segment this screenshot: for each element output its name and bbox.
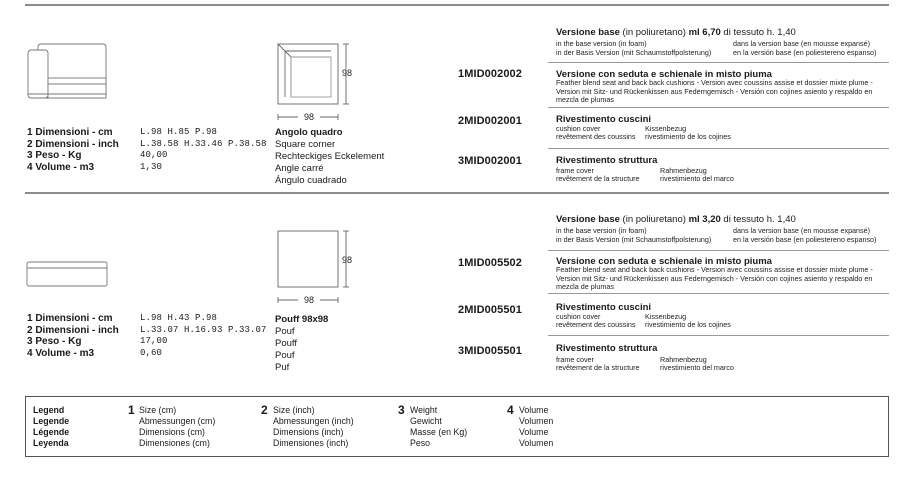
row-divider xyxy=(548,250,889,251)
spec-values xyxy=(140,127,267,173)
variant-note: Kissenbezug xyxy=(645,124,687,133)
variant-note: Rahmenbezug xyxy=(660,166,707,175)
variant-description: Feather blend seat and back back cushions - Version avec coussins assise et dossier mixte plume - Version mit Sitz- und Rückenkissen aus Federngemisch - Versión con cojines asiento y respaldo en mezcla de plumas xyxy=(556,78,873,105)
translation: Pouf xyxy=(275,326,295,337)
variant-note: en la versión base (en poliestereno espanso) xyxy=(733,48,877,57)
variant-note: rivestimiento del marco xyxy=(660,174,734,183)
variant-title: Rivestimento struttura xyxy=(556,155,658,166)
variant-note: frame cover xyxy=(556,166,594,175)
variant-title: Versione con seduta e schienale in misto piuma xyxy=(556,256,772,267)
spec-value: L.98 H.43 P.98 xyxy=(140,313,218,323)
variant-title: Rivestimento cuscini xyxy=(556,302,652,313)
depth-dimension: 98 xyxy=(342,255,353,265)
legend-label: Leyenda xyxy=(33,438,69,448)
spec-label: 4 Volume - m3 xyxy=(27,161,95,173)
spec-value: 1,30 xyxy=(140,161,163,172)
variant-title: Versione con seduta e schienale in misto piuma xyxy=(556,69,772,80)
row-divider xyxy=(548,293,889,294)
section-rule xyxy=(25,192,889,194)
variant-note: rivestimiento de los cojines xyxy=(645,132,731,141)
variant-note: in the base version (in foam) xyxy=(556,39,647,48)
article-code: 3MID005501 xyxy=(458,345,522,357)
variant-note: rivestimiento del marco xyxy=(660,363,734,372)
article-code: 2MID002001 xyxy=(458,115,522,127)
variant-note: revêtement des coussins xyxy=(556,320,636,329)
spec-value: L.38.58 H.33.46 P.38.58 xyxy=(140,138,267,149)
variant-note: dans la version base (en mousse expansé) xyxy=(733,226,871,235)
variant-title: Rivestimento cuscini xyxy=(556,114,652,125)
article-code: 3MID002001 xyxy=(458,155,522,167)
spec-label: 3 Peso - Kg xyxy=(27,336,82,347)
legend-item: Weight Gewicht Masse (en Kg) Peso xyxy=(410,405,468,448)
spec-value: L.33.07 H.16.93 P.33.07 xyxy=(140,324,267,335)
variant-note: revêtement des coussins xyxy=(556,132,636,141)
row-divider xyxy=(548,107,889,108)
variant-note: en la versión base (en poliestereno espanso) xyxy=(733,235,877,244)
legend-number: 1 xyxy=(128,403,135,417)
spec-label: 1 Dimensioni - cm xyxy=(27,313,113,324)
legend-box xyxy=(25,396,889,457)
spec-label: 4 Volume - m3 xyxy=(27,347,95,359)
legend-number: 2 xyxy=(261,403,268,417)
spec-value: 17,00 xyxy=(140,336,168,346)
legend-label: Legend xyxy=(33,405,65,415)
variant-title: Versione base (in poliuretano) ml 3,20 di tessuto h. 1,40 xyxy=(556,214,796,225)
width-dimension: 98 xyxy=(303,112,315,122)
variant-note: in der Basis Version (mit Schaumstoffpolsterung) xyxy=(556,235,712,244)
corner-top-view xyxy=(272,40,362,130)
article-code: 1MID005502 xyxy=(458,257,522,269)
width-dimension: 98 xyxy=(303,295,315,305)
pouf-top-view xyxy=(272,227,362,309)
legend-labels xyxy=(33,405,69,449)
product-title-block xyxy=(275,127,384,187)
translation: Ángulo cuadrado xyxy=(275,175,347,186)
row-divider xyxy=(548,335,889,336)
translation: Square corner xyxy=(275,139,336,150)
legend-number: 4 xyxy=(507,403,514,417)
spec-labels xyxy=(27,127,119,173)
translation: Rechteckiges Eckelement xyxy=(275,151,385,162)
legend-item: Size (cm) Abmessungen (cm) Dimensions (cm) Dimensiones (cm) xyxy=(139,405,216,448)
product-title: Pouff 98x98 xyxy=(275,314,329,325)
variant-note: frame cover xyxy=(556,355,594,364)
spec-label: 3 Peso - Kg xyxy=(27,150,82,161)
corner-front-sketch xyxy=(26,42,110,100)
legend-item: Volume Volumen Volume Volumen xyxy=(519,405,554,448)
variant-title: Versione base (in poliuretano) ml 6,70 di tessuto h. 1,40 xyxy=(556,27,796,38)
row-divider xyxy=(548,148,889,149)
variant-note: dans la version base (en mousse expansé) xyxy=(733,39,871,48)
variant-description: Feather blend seat and back back cushions - Version avec coussins assise et dossier mixte plume - Version mit Sitz- und Rückenkissen aus Federngemisch - Versión con cojines asiento y respaldo en mezcla de plumas xyxy=(556,265,873,292)
spec-label: 2 Dimensioni - inch xyxy=(27,324,119,336)
variant-note: in der Basis Version (mit Schaumstoffpolsterung) xyxy=(556,48,712,57)
spec-labels xyxy=(27,313,119,359)
translation: Pouf xyxy=(275,350,295,361)
variant-note: cushion cover xyxy=(556,124,601,133)
variant-note: revêtement de la structure xyxy=(556,363,640,372)
article-code: 2MID005501 xyxy=(458,304,522,316)
translation: Pouff xyxy=(275,338,298,349)
pouf-front-sketch xyxy=(26,260,110,288)
legend-label: Légende xyxy=(33,427,70,437)
legend-label: Legende xyxy=(33,416,70,426)
variant-title: Rivestimento struttura xyxy=(556,343,658,354)
spec-value: L.98 H.85 P.98 xyxy=(140,127,218,137)
translation: Puf xyxy=(275,362,290,373)
top-rule xyxy=(25,4,889,6)
product-title: Angolo quadro xyxy=(275,127,343,138)
variant-note: revêtement de la structure xyxy=(556,174,640,183)
spec-value: 0,60 xyxy=(140,347,163,358)
variant-note: in the base version (in foam) xyxy=(556,226,647,235)
spec-values xyxy=(140,313,267,359)
variant-note: cushion cover xyxy=(556,312,601,321)
spec-value: 40,00 xyxy=(140,150,168,160)
spec-label: 2 Dimensioni - inch xyxy=(27,138,119,150)
translation: Angle carré xyxy=(275,163,324,174)
variant-note: Rahmenbezug xyxy=(660,355,707,364)
legend-item: Size (inch) Abmessungen (inch) Dimensions (inch) Dimensiones (inch) xyxy=(273,405,354,448)
depth-dimension: 98 xyxy=(342,68,353,78)
article-code: 1MID002002 xyxy=(458,68,522,80)
row-divider xyxy=(548,62,889,63)
legend-number: 3 xyxy=(398,403,405,417)
variant-note: rivestimiento de los cojines xyxy=(645,320,731,329)
spec-label: 1 Dimensioni - cm xyxy=(27,127,113,138)
product-title-block xyxy=(275,314,328,374)
variant-note: Kissenbezug xyxy=(645,312,687,321)
